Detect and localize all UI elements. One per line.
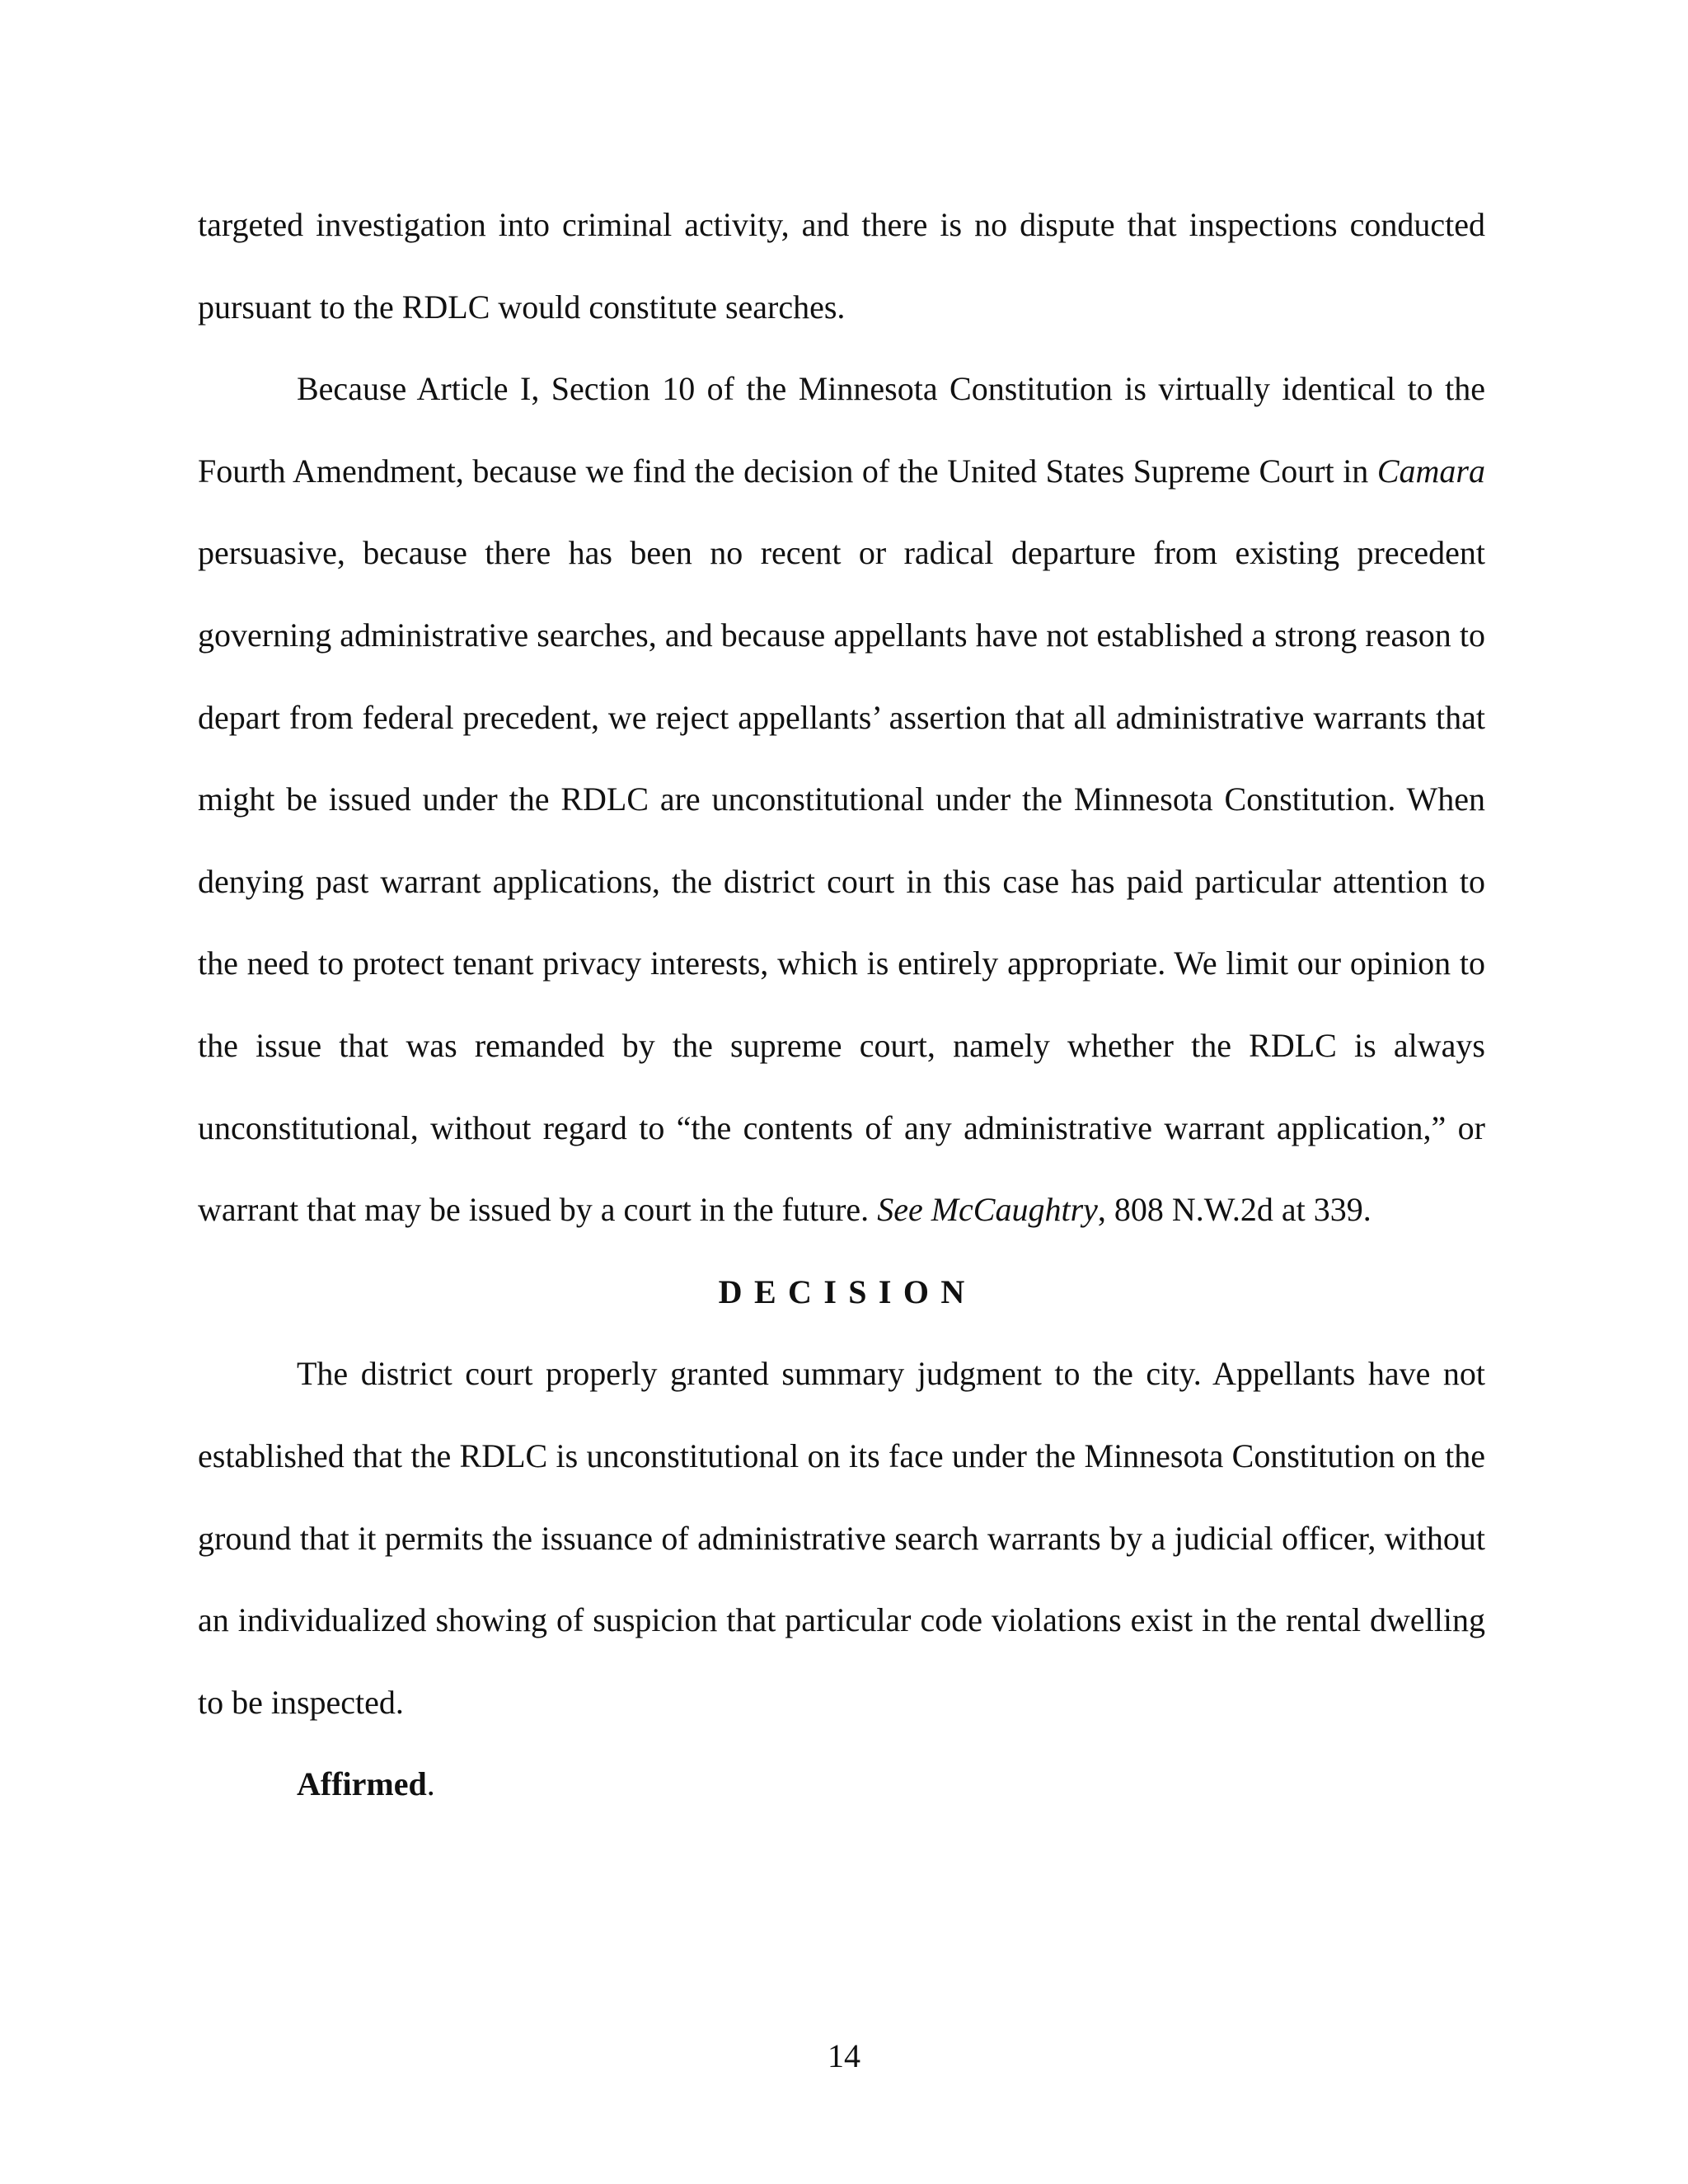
paragraph-continued [198,184,1485,348]
decision-paragraph [198,1333,1485,1743]
paragraph-conclusion [198,348,1485,1251]
disposition-affirmed: Affirmed [297,1765,427,1803]
paragraph-2-text-b: persuasive, because there has been no recent or radical departure from existing precedent governing administrative searches, and because appellants have not established a strong reason to depart from federal precedent, we reject appellants’ assertion that all administrative warrants that might be issued under the RDLC are unconstitutional under the Minnesota Constitution. When denying past warrant applications, the district court in this case has paid particular attention to the need to protect tenant privacy interests, which is entirely appropriate. We limit our opinion to the issue that was remanded by the supreme court, namely whether the RDLC is always unconstitutional, without regard to “the contents of any administrative warrant application,” or warrant that may be issued by a court in the future. [198,534,1485,1229]
disposition-line [198,1743,1485,1825]
decision-text: The district court properly granted summary judgment to the city. Appellants have not established that the RDLC is unconstitutional on its face under the Minnesota Constitution on the ground that it permits the issuance of administrative search warrants by a judicial officer, without an individualized showing of suspicion that particular code violations exist in the rental dwelling to be inspected. [198,1355,1485,1721]
case-name-camara: Camara [1376,452,1485,490]
citation-reporter: , 808 N.W.2d at 339. [1097,1191,1372,1229]
decision-heading: DECISION [718,1272,977,1310]
citation-signal: See McCaughtry [877,1191,1098,1229]
disposition-period: . [426,1765,435,1803]
opinion-body [198,184,1485,1825]
paragraph-2-text-a: Because Article I, Section 10 of the Minnesota Constitution is virtually identical to the Fourth Amendment, because we find the decision of the United States Supreme Court in [198,370,1485,490]
page-number: 14 [828,2037,860,2074]
paragraph-1-text: targeted investigation into criminal activity, and there is no dispute that inspections conducted pursuant to the RDLC would constitute searches. [198,206,1485,326]
